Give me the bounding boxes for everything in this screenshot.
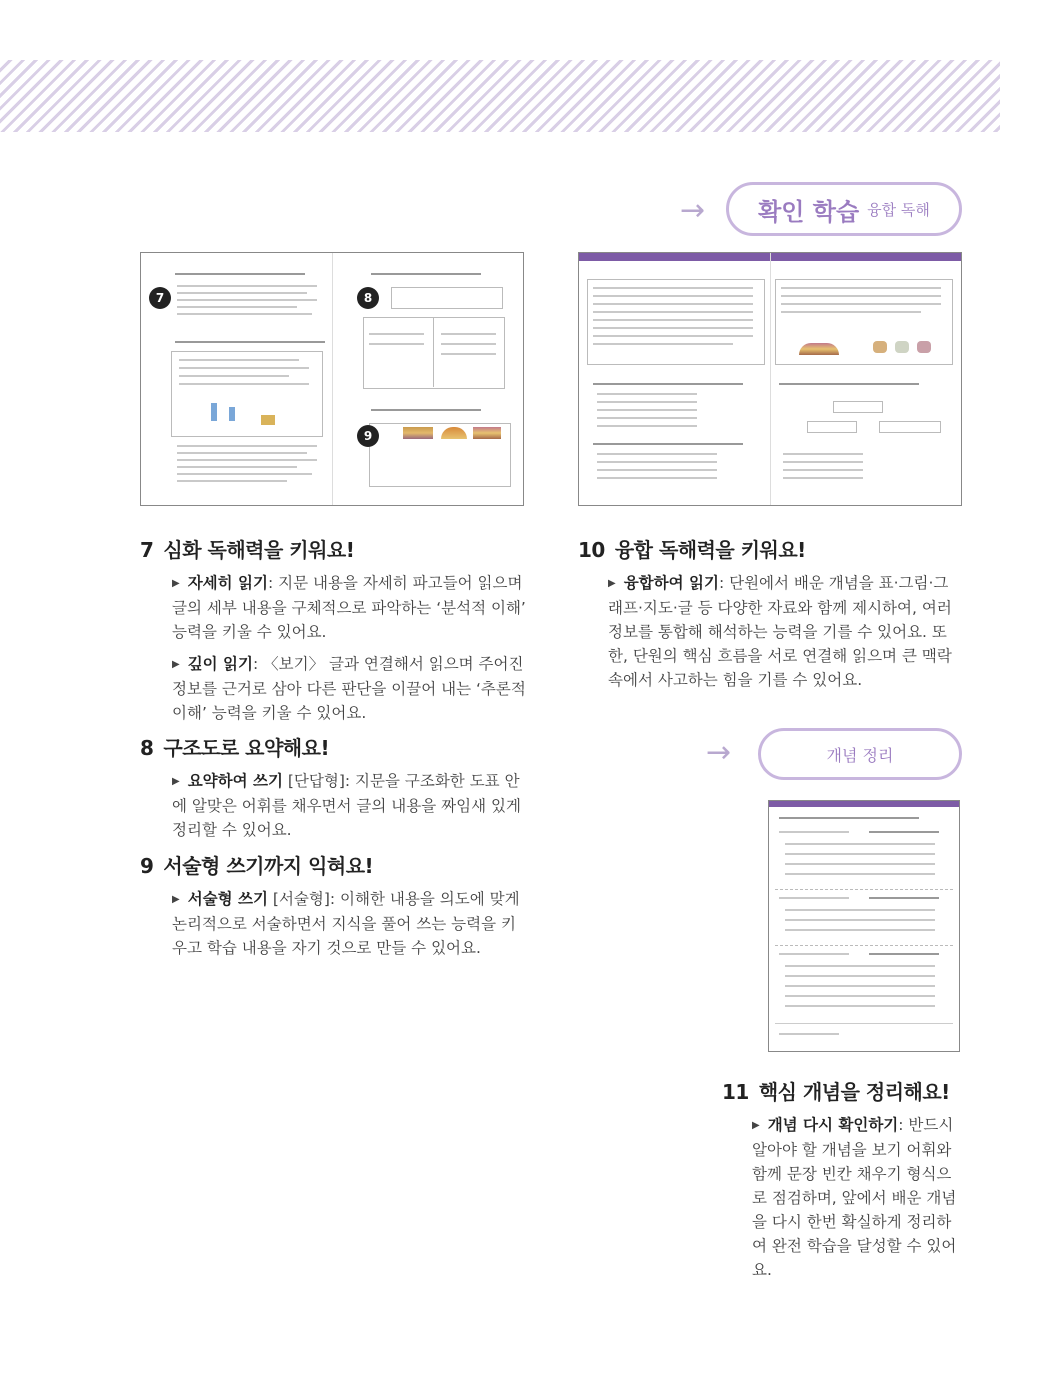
concept-summary-label <box>758 728 962 780</box>
section-10-item-1: ▶ 융합하여 읽기: 단원에서 배운 개념을 표·그림·그래프·지도·글 등 다양한 자료와 함께 제시하여, 여러 정보를 통합해 해석하는 능력을 기를 수 있어요. 또한, 단원의 핵심 흐름을 서로 연결해 읽으며 큰 맥락 속에서 사고하는 힘을 기를 수 있어요. <box>608 574 952 689</box>
section-10 <box>578 534 963 692</box>
section-11-title: 11 핵심 개념을 정리해요! <box>722 1080 950 1104</box>
spread-thumbnail-fusion <box>578 252 962 506</box>
header-stripe-band <box>0 60 1000 132</box>
arrow-right-icon-2: → <box>706 735 732 770</box>
section-11 <box>722 1076 964 1282</box>
marker-9-badge: 9 <box>357 425 379 447</box>
section-7-title: 7 심화 독해력을 키워요! <box>140 538 355 562</box>
section-10-title: 10 융합 독해력을 키워요! <box>578 538 806 562</box>
fusion-reading-label <box>726 182 962 236</box>
section-9 <box>140 850 530 960</box>
section-11-item-1: ▶ 개념 다시 확인하기: 반드시 알아야 할 개념을 보기 어휘와 함께 문장 빈칸 채우기 형식으로 점검하며, 앞에서 배운 개념을 다시 한번 확실하게 정리하여 완전 학습을 달성할 수 있어요. <box>752 1116 957 1279</box>
fusion-label-sub: 융합 독해 <box>867 200 930 219</box>
section-7-item-1: ▶ 자세히 읽기: 지문 내용을 자세히 파고들어 읽으며 글의 세부 내용을 구체적으로 파악하는 ‘분석적 이해’ 능력을 키울 수 있어요. <box>172 574 526 641</box>
section-7 <box>140 534 530 725</box>
section-9-title: 9 서술형 쓰기까지 익혀요! <box>140 854 374 878</box>
spread-thumbnail-reading <box>140 252 524 506</box>
section-8-title: 8 구조도로 요약해요! <box>140 736 330 760</box>
page-thumbnail-concept <box>768 800 960 1052</box>
section-8 <box>140 732 530 842</box>
arrow-right-icon: → <box>680 193 706 228</box>
section-9-item-1: ▶ 서술형 쓰기 [서술형]: 이해한 내용을 의도에 맞게 논리적으로 서술하면서 지식을 풀어 쓰는 능력을 키우고 학습 내용을 자기 것으로 만들 수 있어요. <box>172 890 520 957</box>
fusion-label-main: 확인 학습 <box>758 197 860 226</box>
section-7-item-2: ▶ 깊이 읽기: 〈보기〉 글과 연결해서 읽으며 주어진 정보를 근거로 삼아 다른 판단을 이끌어 내는 ‘추론적 이해’ 능력을 키울 수 있어요. <box>172 655 526 722</box>
marker-7-badge: 7 <box>149 287 171 309</box>
marker-8-badge: 8 <box>357 287 379 309</box>
concept-label: 개념 정리 <box>826 745 894 765</box>
section-8-item-1: ▶ 요약하여 쓰기 [단답형]: 지문을 구조화한 도표 안에 알맞은 어휘를 채우면서 글의 내용을 짜임새 있게 정리할 수 있어요. <box>172 772 521 839</box>
